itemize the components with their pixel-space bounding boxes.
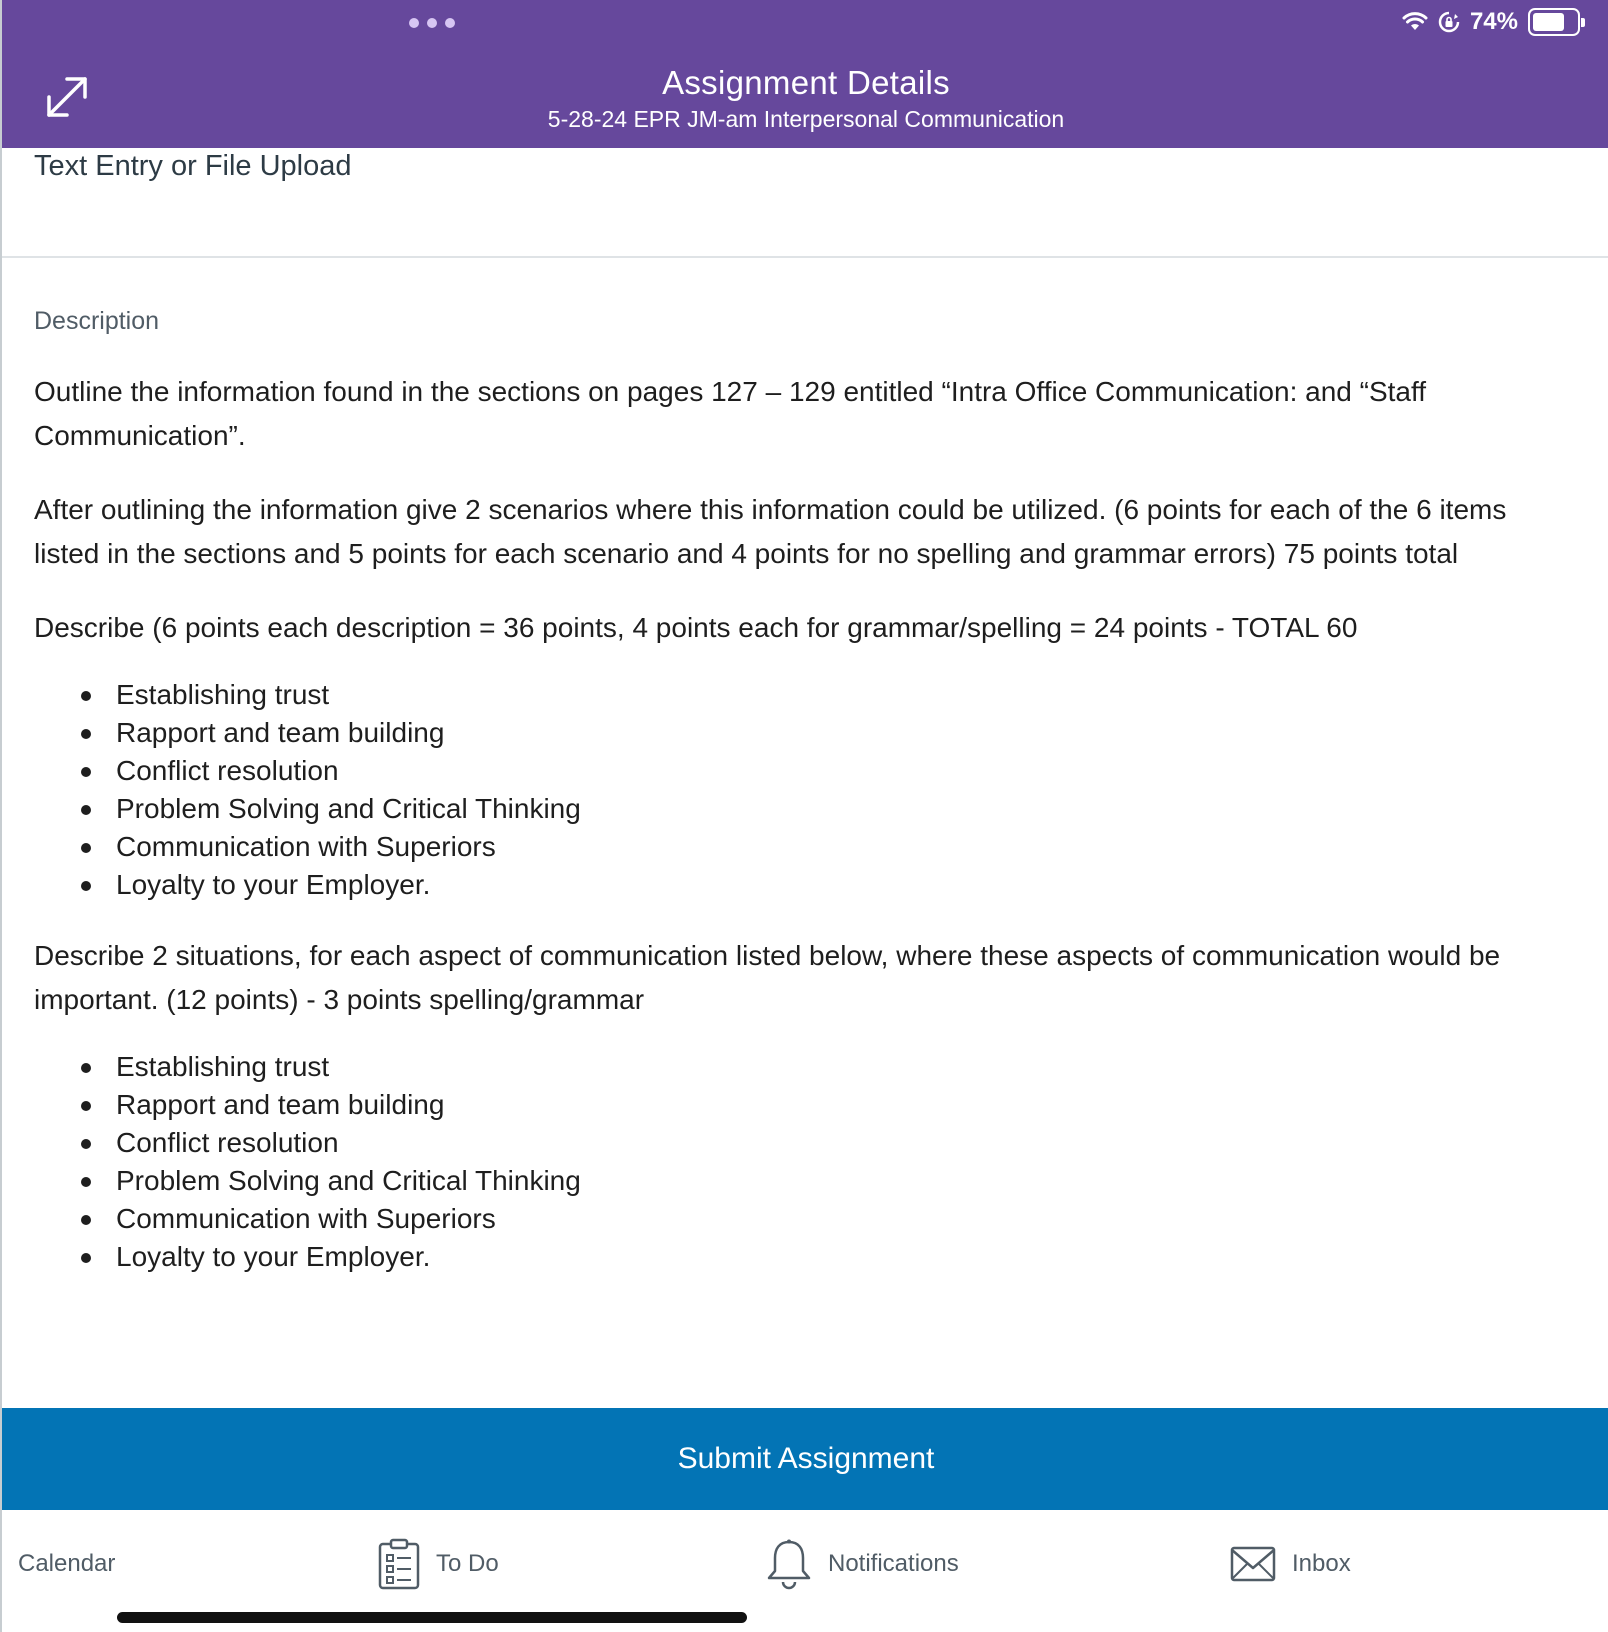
list-item: Communication with Superiors	[34, 828, 1574, 866]
submission-types: Text Entry or File Upload	[34, 150, 352, 182]
status-bar	[1402, 8, 1580, 36]
dot	[427, 18, 437, 28]
tab-label: Calendar	[18, 1550, 116, 1577]
tab-inbox[interactable]	[1230, 1536, 1351, 1592]
tab-label: Inbox	[1292, 1550, 1351, 1577]
list-item: Establishing trust	[34, 1048, 1574, 1086]
list-item: Rapport and team building	[34, 1086, 1574, 1124]
home-indicator[interactable]	[117, 1612, 747, 1623]
divider	[2, 256, 1608, 258]
topics-list	[34, 676, 1574, 904]
tab-todo[interactable]	[378, 1536, 499, 1592]
battery-icon	[1528, 8, 1580, 36]
bell-icon	[766, 1538, 812, 1590]
wifi-icon	[1402, 12, 1428, 32]
description-paragraph: Outline the information found in the sections on pages 127 – 129 entitled “Intra Office Communication: and “Staff Communication”.	[34, 376, 1427, 451]
tab-calendar[interactable]	[18, 1536, 115, 1592]
battery-level	[1533, 13, 1564, 31]
list-item: Loyalty to your Employer.	[34, 866, 1574, 904]
list-item: Conflict resolution	[34, 1124, 1574, 1162]
list-item: Problem Solving and Critical Thinking	[34, 790, 1574, 828]
list-item: Establishing trust	[34, 676, 1574, 714]
course-name: 5-28-24 EPR JM-am Interpersonal Communication	[547, 106, 1065, 132]
envelope-icon	[1230, 1546, 1276, 1582]
list-item: Loyalty to your Employer.	[34, 1238, 1574, 1276]
tab-label: Notifications	[828, 1550, 959, 1577]
battery-percentage: 74%	[1469, 8, 1518, 35]
description-paragraph: Describe (6 points each description = 36 points, 4 points each for grammar/spelling = 24 points - TOTAL 60	[34, 612, 1358, 643]
assignment-description	[34, 370, 1574, 1306]
list-item: Problem Solving and Critical Thinking	[34, 1162, 1574, 1200]
list-item: Rapport and team building	[34, 714, 1574, 752]
description-paragraph: After outlining the information give 2 scenarios where this information could be utilized. (6 points for each of the 6 items listed in the sections and 5 points for each scenario and 4 points for no spelling and grammar errors) 75 points total	[34, 494, 1507, 569]
description-paragraph: Describe 2 situations, for each aspect of communication listed below, where these aspects of communication would be important. (12 points) - 3 points spelling/grammar	[34, 940, 1501, 1015]
page-title: Assignment Details	[662, 64, 950, 101]
list-item: Conflict resolution	[34, 752, 1574, 790]
list-item: Communication with Superiors	[34, 1200, 1574, 1238]
tab-label: To Do	[436, 1550, 499, 1577]
navigation-header	[2, 0, 1608, 148]
dot	[409, 18, 419, 28]
tab-notifications[interactable]	[766, 1536, 959, 1592]
dot	[445, 18, 455, 28]
topics-list	[34, 1048, 1574, 1276]
multitasking-handle[interactable]	[409, 18, 455, 28]
clipboard-checklist-icon	[378, 1538, 420, 1590]
orientation-lock-icon	[1438, 11, 1460, 33]
description-label: Description	[34, 307, 160, 335]
submit-assignment-button[interactable]: Submit Assignment	[2, 1408, 1608, 1510]
